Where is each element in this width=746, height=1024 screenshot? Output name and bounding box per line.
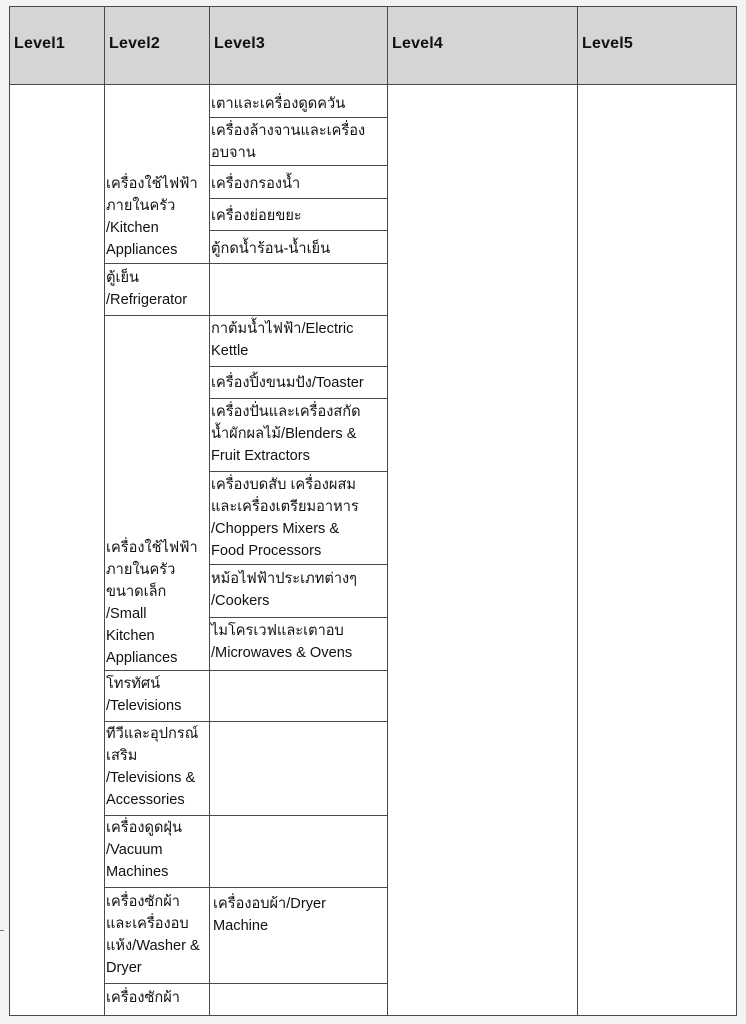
- header-level4: Level4: [392, 35, 444, 52]
- level2-washer-dryer: เครื่องซักผ้า และเครื่องอบ แห้ง/Washer & Dryer: [106, 894, 200, 976]
- level2-kitchen-appliances: เครื่องใช้ไฟฟ้า ภายในครัว /Kitchen Appliances: [106, 176, 198, 258]
- row-divider: [209, 398, 388, 399]
- header-level2: Level2: [109, 35, 161, 52]
- level3-dryer: เครื่องอบผ้า/Dryer Machine: [213, 896, 326, 934]
- header-level1: Level1: [14, 35, 66, 52]
- level3-microwaves: ไมโครเวฟและเตาอบ /Microwaves & Ovens: [211, 623, 353, 661]
- level3-dishwasher: เครื่องล้างจานและเครื่อง อบจาน: [211, 123, 366, 161]
- level3-dispenser: ตู้กดน้ำร้อน-น้ำเย็น: [211, 241, 331, 257]
- category-table: [9, 6, 737, 1016]
- level2-vacuum: เครื่องดูดฝุ่น /Vacuum Machines: [106, 820, 182, 880]
- column-divider: [209, 7, 210, 1016]
- level3-hoods: เตาและเครื่องดูดควัน: [211, 96, 346, 112]
- level3-disposer: เครื่องย่อยขยะ: [211, 208, 302, 224]
- column-divider: [577, 7, 578, 1016]
- level3-water-filter: เครื่องกรองน้ำ: [211, 176, 301, 192]
- row-divider: [104, 263, 388, 264]
- column-divider: [104, 7, 105, 1016]
- level2-refrigerator: ตู้เย็น /Refrigerator: [106, 270, 188, 308]
- column-divider: [387, 7, 388, 1016]
- level2-tv-accessories: ทีวีและอุปกรณ์ เสริม /Televisions & Accessories: [106, 726, 199, 808]
- row-divider: [104, 721, 388, 722]
- row-divider: [209, 117, 388, 118]
- row-divider: [209, 366, 388, 367]
- row-divider: [209, 230, 388, 231]
- row-divider: [104, 670, 388, 671]
- level2-small-kitchen-appliances: เครื่องใช้ไฟฟ้า ภายในครัว ขนาดเล็ก /Small Kitchen Appliances: [106, 540, 198, 666]
- level3-toaster: เครื่องปิ้งขนมปัง/Toaster: [211, 375, 364, 391]
- row-divider: [209, 198, 388, 199]
- row-divider: [209, 471, 388, 472]
- level3-choppers: เครื่องบดสับ เครื่องผสม และเครื่องเตรียมอาหาร /Choppers Mixers & Food Processors: [211, 477, 359, 559]
- header-level5: Level5: [582, 35, 634, 52]
- row-divider: [104, 887, 388, 888]
- row-divider: [104, 983, 388, 984]
- level3-cookers: หม้อไฟฟ้าประเภทต่างๆ /Cookers: [211, 571, 358, 609]
- row-divider: [104, 815, 388, 816]
- row-divider: [104, 315, 388, 316]
- page-edge-mark: [0, 930, 4, 931]
- row-divider: [209, 165, 388, 166]
- level2-washer: เครื่องซักผ้า: [106, 990, 180, 1006]
- header-level3: Level3: [214, 35, 266, 52]
- row-divider: [209, 617, 388, 618]
- row-divider: [209, 564, 388, 565]
- level3-kettle: กาต้มน้ำไฟฟ้า/Electric Kettle: [211, 321, 354, 359]
- level3-blenders: เครื่องปั่นและเครื่องสกัด น้ำผักผลไม้/Blenders & Fruit Extractors: [211, 404, 361, 464]
- level2-televisions: โทรทัศน์ /Televisions: [106, 676, 182, 714]
